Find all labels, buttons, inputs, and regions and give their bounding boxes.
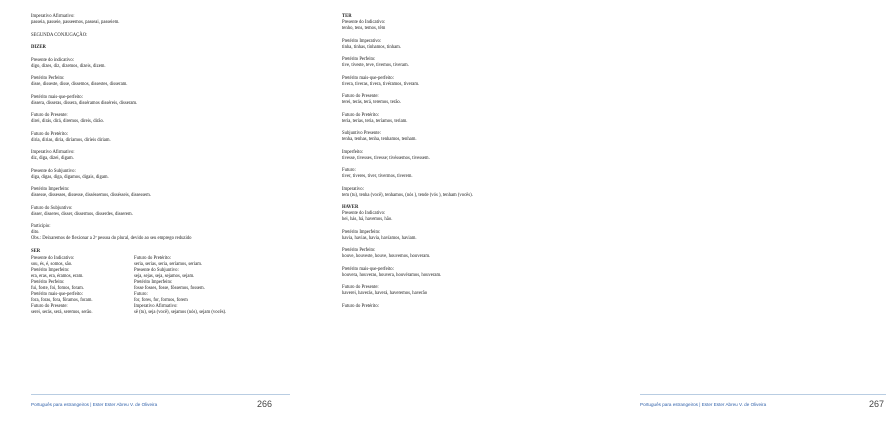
text-line: Particípio: — [31, 224, 51, 229]
text-line: haverei, haverás, haverá, haveremos, haverão — [342, 291, 428, 296]
text-line: Imperativo: — [342, 186, 364, 192]
verb-heading: SER — [31, 248, 41, 254]
page-number: 266 — [256, 399, 272, 409]
verb-heading: TER — [342, 14, 352, 19]
text-line: Futuro do Presente: — [342, 285, 379, 290]
left-lines — [31, 14, 289, 255]
text-line: Imperativo Afirmativo: — [31, 14, 75, 19]
text-line: sou, és, é, somos, são. — [31, 261, 73, 267]
text-line: Pretérito mais-que-perfeito: — [31, 94, 83, 100]
right-lines — [342, 14, 590, 310]
text-line: Pretérito Imperativo: — [342, 38, 382, 44]
text-line: houvera, houveras, houvera, houvéramos, houveram. — [342, 272, 442, 278]
left-page — [0, 0, 300, 424]
text-line: Presente do Subjuntivo: — [134, 267, 179, 273]
ser-column-2 — [134, 256, 289, 316]
right-page — [300, 0, 884, 424]
text-line: terei, terás, terá, teremos, terão. — [342, 100, 401, 105]
right-page-content — [342, 14, 590, 310]
text-line: tinha, tinhas, tínhamos, tinham. — [342, 44, 401, 50]
text-line: passeia, passeie, passeemos, passeai, passeiem. — [31, 20, 120, 25]
text-line: Futuro do Presente: — [31, 303, 68, 309]
text-line: Futuro do Pretérito: — [342, 303, 379, 309]
text-line: Pretérito Imperfeito: — [31, 267, 70, 273]
text-line: diz, diga, dizei, digam. — [31, 156, 74, 161]
text-line: Imperfeito: — [342, 149, 364, 155]
text-line: Pretérito Imperfeito: — [342, 229, 381, 235]
text-line: Presente do indicativo: — [31, 57, 74, 63]
text-line: digo, dizes, diz, dizemos, dizeis, dizem. — [31, 63, 106, 69]
text-line: Futuro do Pretérito: — [342, 112, 379, 118]
page-number: 267 — [868, 399, 884, 409]
left-page-content — [31, 14, 289, 316]
text-line: SEGUNDA CONJUGAÇÃO: — [31, 32, 88, 38]
text-line: tenho, tens, temos, têm — [342, 26, 386, 31]
text-line: Pretérito mais-que-perfeito: — [342, 266, 394, 272]
text-line: Futuro do Subjuntivo: — [31, 205, 73, 211]
text-line: Imperativo Afirmativo: — [31, 150, 75, 155]
text-line: Pretérito Imperfeito: — [134, 279, 173, 285]
text-line: Futuro do Presente: — [342, 94, 379, 99]
text-line: diria, dirias, diria, diríamos, diríeis diriam. — [31, 137, 111, 143]
text-line: Pretérito Perfeito: — [342, 248, 376, 253]
text-line: seria, serias, seria, seríamos, seriam. — [134, 261, 203, 267]
text-line: fui, foste, foi, fomos, foram. — [31, 285, 84, 291]
text-line: Pretérito mais-que-perfeito: — [31, 291, 83, 297]
text-line: dissesse, dissesses, dissesse, disséssemos, dissésseis, dissessem. — [31, 193, 151, 198]
left-footer — [31, 394, 290, 413]
text-line: Obs.: Deixaremos de flexionar a 2ª pessoa do plural, devido ao seu emprego reduzido — [31, 236, 192, 241]
text-line: havia, havias, havia, havíamos, haviam. — [342, 235, 417, 241]
text-line: disser, disseres, disser, dissermos, disserdes, disserem. — [31, 211, 133, 217]
text-line: fora, foras, fora, fôramos, foram. — [31, 297, 93, 303]
ser-column-1 — [31, 256, 134, 316]
text-line: Futuro: — [134, 291, 148, 297]
text-line: Pretérito Perfeito: — [342, 57, 376, 62]
text-line: direi, dirás, dirá, diremos, direis, dirão. — [31, 119, 105, 124]
verb-heading: DIZER — [31, 45, 46, 50]
text-line: tivesse, tivesses, tivesse; tivéssemos, tivessem. — [342, 155, 430, 161]
text-line: era, eras, era, éramos, eram. — [31, 273, 84, 279]
text-line: diga, digas, diga, digamos, digais, digam. — [31, 174, 109, 180]
text-line: tenha, tenhas, tenha, tenhamos, tenham. — [342, 137, 417, 142]
text-line: tive, tiveste, teve, tivemos, tiveram. — [342, 63, 409, 68]
text-line: Presente do Subjuntivo: — [31, 168, 76, 174]
text-line: Futuro do Pretérito: — [134, 255, 171, 261]
text-line: houve, houveste, houve, houvemos, houveram. — [342, 254, 431, 259]
text-line: Subjuntivo Presente: — [342, 131, 381, 136]
text-line: hei, hás, há, havemos, hão. — [342, 217, 393, 222]
text-line: tivera, tiveras, tivera, tivéramos, tiveram. — [342, 81, 420, 87]
text-line: teria, terias, teria, teríamos, teriam. — [342, 118, 408, 124]
text-line: for, fores, for, formos, forem — [134, 297, 188, 303]
text-line: Presente do Indicativo: — [342, 20, 386, 25]
text-line: Futuro: — [342, 168, 356, 173]
text-line: dito. — [31, 230, 40, 235]
text-line: seja, sejas, seja, sejamos, sejam. — [134, 273, 195, 279]
text-line: Pretérito mais-que-perfeito: — [342, 75, 394, 81]
footer-text: Português para estrangeiros | Ester Ester Abreu V. de Oliveira — [31, 402, 158, 407]
text-line: fosse fosses, fosse, fôssemos, fossem. — [134, 285, 205, 291]
text-line: Imperativo Afirmativo: — [134, 303, 178, 309]
text-line: Pretérito Perfeito: — [31, 279, 65, 285]
footer-text: Português para estrangeiros | Ester Ester Abreu V. de Oliveira — [640, 402, 767, 407]
right-footer — [640, 394, 886, 413]
text-line: Pretérito Imperfeito: — [31, 187, 70, 192]
text-line: tem (tu), tenha (você), tenhamos, (nós ), tende (vós ), tenham (vocês). — [342, 192, 473, 198]
text-line: Presente do Indicativo: — [31, 255, 75, 261]
text-line: Pretérito Perfeito: — [31, 76, 65, 81]
text-line: Futuro do Presente: — [31, 113, 68, 118]
text-line: Futuro do Pretérito: — [31, 131, 68, 137]
text-line: serei, serás, será, seremos, serão. — [31, 309, 93, 315]
text-line: sê (tu), seja (você), sejamos (nós), sejam (vocês). — [134, 309, 227, 315]
text-line: tiver, tiveres, tiver, tivermos, tiverem. — [342, 174, 413, 179]
text-line: dissera, disseras, dissera, disséramos disséreis, disseram. — [31, 100, 138, 106]
ser-conjugation-table — [31, 256, 289, 316]
text-line: disse, disseste, disse, dissemos, dissestes, disseram. — [31, 82, 128, 87]
text-line: Presente do Indicativo: — [342, 211, 386, 216]
verb-heading: HAVER — [342, 205, 359, 210]
